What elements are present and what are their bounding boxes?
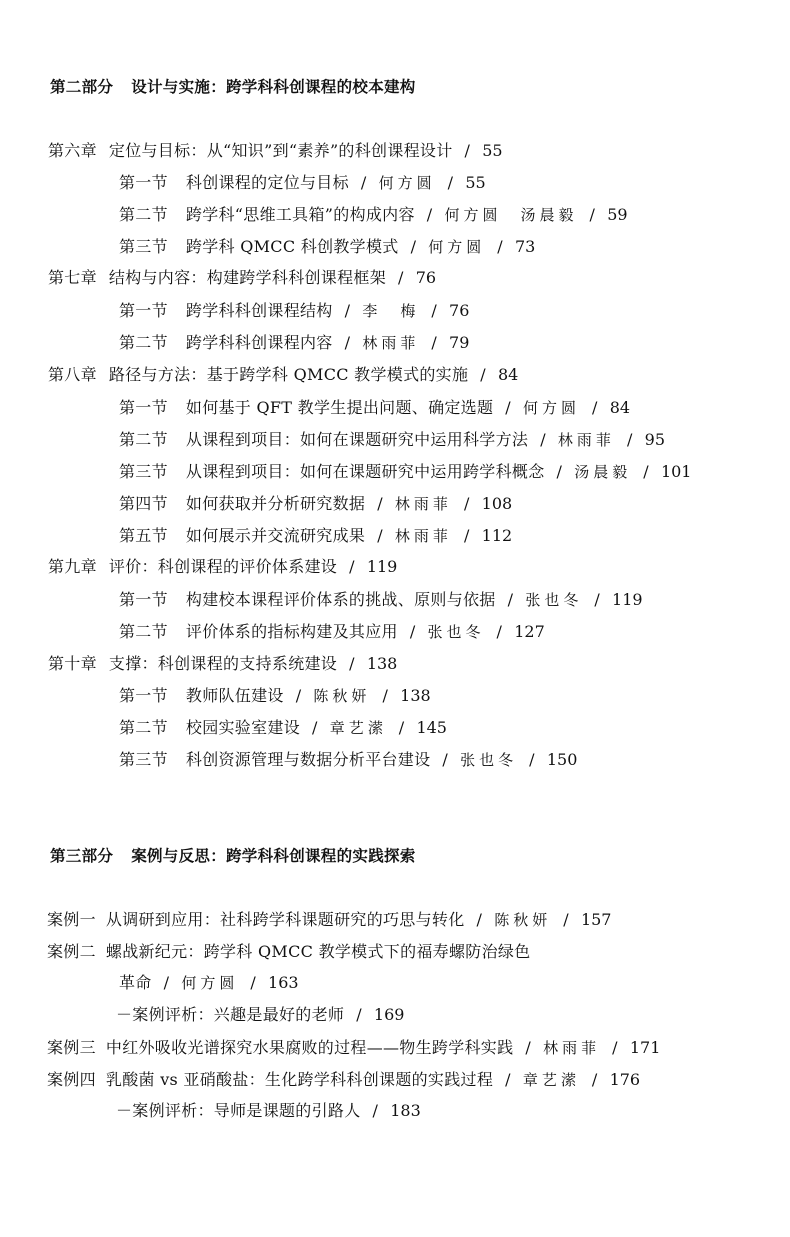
toc-section[interactable] — [119, 332, 469, 354]
page-number: 163 — [268, 973, 299, 992]
page-number: 171 — [629, 1038, 661, 1057]
page-number: 176 — [609, 1070, 641, 1089]
page-number: 108 — [481, 494, 513, 513]
part-label: 第三部分 — [50, 847, 114, 865]
author: 林雨菲 — [543, 1039, 601, 1057]
separator: / — [447, 173, 454, 192]
section-title: 构建校本课程评价体系的挑战、原则与依据 — [185, 590, 496, 609]
toc-case[interactable] — [47, 1037, 660, 1059]
section-label: 第四节 — [119, 494, 168, 513]
author: 章艺潆 — [329, 719, 387, 737]
separator: / — [409, 622, 416, 641]
toc-section[interactable] — [119, 236, 535, 258]
separator: / — [480, 365, 486, 384]
page-number: 157 — [580, 910, 612, 929]
author: 林雨菲 — [557, 431, 615, 449]
toc-section[interactable] — [119, 525, 512, 547]
separator: / — [431, 301, 438, 320]
separator: / — [349, 654, 355, 673]
chapter-label: 第七章 — [48, 268, 97, 287]
author: 章艺潆 — [522, 1071, 580, 1089]
section-title: 从课程到项目：如何在课题研究中运用跨学科概念 — [185, 462, 545, 481]
section-label: 第二节 — [119, 430, 168, 449]
toc-case-review[interactable] — [116, 1004, 404, 1026]
section-title: 跨学科 QMCC 科创教学模式 — [185, 237, 399, 256]
separator: / — [505, 1070, 511, 1089]
chapter-title: 路径与方法：基于跨学科 QMCC 教学模式的实施 — [108, 365, 469, 384]
author: 何方圆 — [378, 174, 436, 192]
chapter-title: 评价：科创课程的评价体系建设 — [108, 557, 338, 576]
author: 李 梅 — [362, 302, 420, 320]
page-number: 145 — [416, 718, 447, 737]
case-label: 案例四 — [47, 1070, 96, 1089]
toc-case-continuation[interactable] — [119, 972, 299, 994]
author: 林雨菲 — [362, 334, 420, 352]
part-title: 案例与反思：跨学科科创课程的实践探索 — [131, 847, 416, 865]
section-title: 如何展示并交流研究成果 — [185, 526, 366, 545]
case-title: 螺战新纪元：跨学科 QMCC 教学模式下的福寿螺防治绿色 — [105, 942, 531, 961]
section-label: 第三节 — [119, 750, 168, 769]
page-number: 119 — [366, 557, 398, 576]
separator: / — [643, 462, 649, 481]
page-number: 84 — [497, 365, 519, 384]
separator: / — [163, 973, 170, 992]
separator: / — [377, 494, 383, 513]
section-title: 如何基于 QFT 教学生提出问题、确定选题 — [185, 398, 494, 417]
separator: / — [442, 750, 449, 769]
page-number: 169 — [373, 1005, 405, 1024]
chapter-label: 第九章 — [48, 557, 97, 576]
section-label: 第一节 — [119, 301, 168, 320]
page-number: 59 — [607, 205, 628, 224]
page-number: 55 — [482, 141, 503, 160]
chapter-label: 第十章 — [48, 654, 97, 673]
author: 何方圆 — [181, 974, 239, 992]
chapter-title: 定位与目标：从“知识”到“素养”的科创课程设计 — [108, 141, 453, 160]
toc-case[interactable] — [47, 909, 611, 931]
chapter-title: 结构与内容：构建跨学科科创课程框架 — [108, 268, 387, 287]
chapter-label: 第六章 — [48, 141, 97, 160]
separator: / — [463, 494, 470, 513]
separator: / — [360, 173, 367, 192]
separator: / — [505, 398, 511, 417]
section-title: 跨学科科创课程内容 — [185, 333, 333, 352]
section-label: 第一节 — [119, 173, 168, 192]
separator: / — [476, 910, 483, 929]
part-label: 第二部分 — [50, 78, 114, 96]
toc-section[interactable] — [119, 493, 512, 515]
separator: / — [377, 526, 383, 545]
toc-section[interactable] — [119, 172, 486, 194]
section-title: 校园实验室建设 — [185, 718, 301, 737]
toc-chapter[interactable] — [48, 364, 518, 386]
page-number: 84 — [609, 398, 631, 417]
separator: / — [398, 718, 405, 737]
toc-section[interactable] — [119, 621, 545, 643]
page-number: 76 — [415, 268, 437, 287]
page-number: 183 — [390, 1101, 421, 1120]
toc-section[interactable] — [119, 461, 691, 483]
separator: / — [295, 686, 302, 705]
section-title: 科创资源管理与数据分析平台建设 — [185, 750, 431, 769]
separator: / — [556, 462, 563, 481]
separator: / — [410, 237, 417, 256]
case-label: 案例三 — [47, 1038, 96, 1057]
separator: / — [464, 141, 471, 160]
toc-section[interactable] — [119, 397, 630, 419]
section-title: 跨学科“思维工具箱”的构成内容 — [185, 205, 415, 224]
author: 林雨菲 — [394, 527, 452, 545]
page-number: 95 — [644, 430, 665, 449]
author: 张也冬 — [460, 751, 518, 769]
separator: / — [344, 333, 351, 352]
toc-case-review[interactable] — [116, 1100, 421, 1122]
section-label: 第二节 — [119, 718, 168, 737]
author: 陈秋妍 — [313, 687, 371, 705]
section-title: 教师队伍建设 — [185, 686, 284, 705]
case-title: 乳酸菌 vs 亚硝酸盐：生化跨学科科创课题的实践过程 — [105, 1070, 494, 1089]
section-label: 第五节 — [119, 526, 168, 545]
author: 汤晨毅 — [574, 463, 632, 481]
author: 陈秋妍 — [494, 911, 552, 929]
separator: / — [525, 1038, 532, 1057]
section-label: 第三节 — [119, 237, 168, 256]
separator: / — [592, 398, 598, 417]
section-title: 跨学科科创课程结构 — [185, 301, 333, 320]
toc-section[interactable] — [119, 589, 643, 611]
separator: / — [250, 973, 257, 992]
page-number: 127 — [514, 622, 545, 641]
toc-section[interactable] — [119, 429, 665, 451]
section-label: 第三节 — [119, 462, 168, 481]
page-number: 73 — [515, 237, 536, 256]
separator: / — [426, 205, 433, 224]
case-title: 中红外吸收光谱探究水果腐败的过程——物生跨学科实践 — [105, 1038, 514, 1057]
toc-chapter[interactable] — [48, 556, 397, 578]
section-label: 第一节 — [119, 590, 168, 609]
section-label: 第二节 — [119, 333, 168, 352]
separator: / — [398, 268, 404, 287]
case-title: 从调研到应用：社科跨学科课题研究的巧思与转化 — [105, 910, 465, 929]
separator: / — [589, 205, 596, 224]
page-number: 138 — [400, 686, 431, 705]
separator: / — [356, 1005, 362, 1024]
page-number: 150 — [546, 750, 578, 769]
separator: / — [540, 430, 546, 449]
separator: / — [382, 686, 389, 705]
section-title: 科创课程的定位与目标 — [185, 173, 349, 192]
separator: / — [507, 590, 514, 609]
case-title-continued: 革命 — [119, 973, 152, 992]
author: 何方圆 — [428, 238, 486, 256]
author: 张也冬 — [427, 623, 485, 641]
page-number: 101 — [660, 462, 692, 481]
section-label: 第二节 — [119, 205, 168, 224]
toc-section[interactable] — [119, 685, 431, 707]
section-label: 第一节 — [119, 686, 168, 705]
separator: / — [344, 301, 351, 320]
part-title: 设计与实施：跨学科科创课程的校本建构 — [131, 78, 416, 96]
chapter-label: 第八章 — [48, 365, 97, 384]
page-number: 112 — [481, 526, 513, 545]
section-title: 从课程到项目：如何在课题研究中运用科学方法 — [185, 430, 529, 449]
toc-case[interactable] — [47, 1069, 640, 1091]
section-title: 如何获取并分析研究数据 — [185, 494, 366, 513]
separator: / — [496, 622, 503, 641]
toc-chapter[interactable] — [48, 653, 397, 675]
page-number: 79 — [449, 333, 470, 352]
section-label: 第二节 — [119, 622, 168, 641]
separator: / — [563, 910, 569, 929]
separator: / — [431, 333, 438, 352]
separator: / — [594, 590, 601, 609]
page-number: 76 — [449, 301, 470, 320]
separator: / — [372, 1101, 379, 1120]
toc-section[interactable] — [119, 717, 447, 739]
separator: / — [497, 237, 503, 256]
part-heading — [50, 845, 416, 867]
toc-section[interactable] — [119, 204, 628, 226]
case-label: 案例二 — [47, 942, 96, 961]
separator: / — [349, 557, 355, 576]
page-number: 55 — [465, 173, 486, 192]
toc-section[interactable] — [119, 300, 469, 322]
section-title: 评价体系的指标构建及其应用 — [185, 622, 398, 641]
toc-section[interactable] — [119, 749, 577, 771]
author: 何方圆 — [522, 399, 580, 417]
toc-chapter[interactable] — [48, 140, 503, 162]
part-heading — [50, 76, 416, 98]
review-title: －案例评析：导师是课题的引路人 — [116, 1101, 361, 1120]
separator: / — [612, 1038, 618, 1057]
page-number: 119 — [612, 590, 643, 609]
toc-chapter[interactable] — [48, 267, 436, 289]
chapter-title: 支撑：科创课程的支持系统建设 — [108, 654, 338, 673]
separator: / — [591, 1070, 598, 1089]
review-title: －案例评析：兴趣是最好的老师 — [116, 1005, 345, 1024]
case-label: 案例一 — [47, 910, 96, 929]
separator: / — [312, 718, 318, 737]
separator: / — [529, 750, 535, 769]
toc-case[interactable] — [47, 941, 530, 963]
author: 林雨菲 — [394, 495, 452, 513]
author: 何方圆 汤晨毅 — [444, 206, 578, 224]
section-label: 第一节 — [119, 398, 168, 417]
page-number: 138 — [366, 654, 398, 673]
separator: / — [626, 430, 633, 449]
author: 张也冬 — [525, 591, 583, 609]
separator: / — [463, 526, 470, 545]
